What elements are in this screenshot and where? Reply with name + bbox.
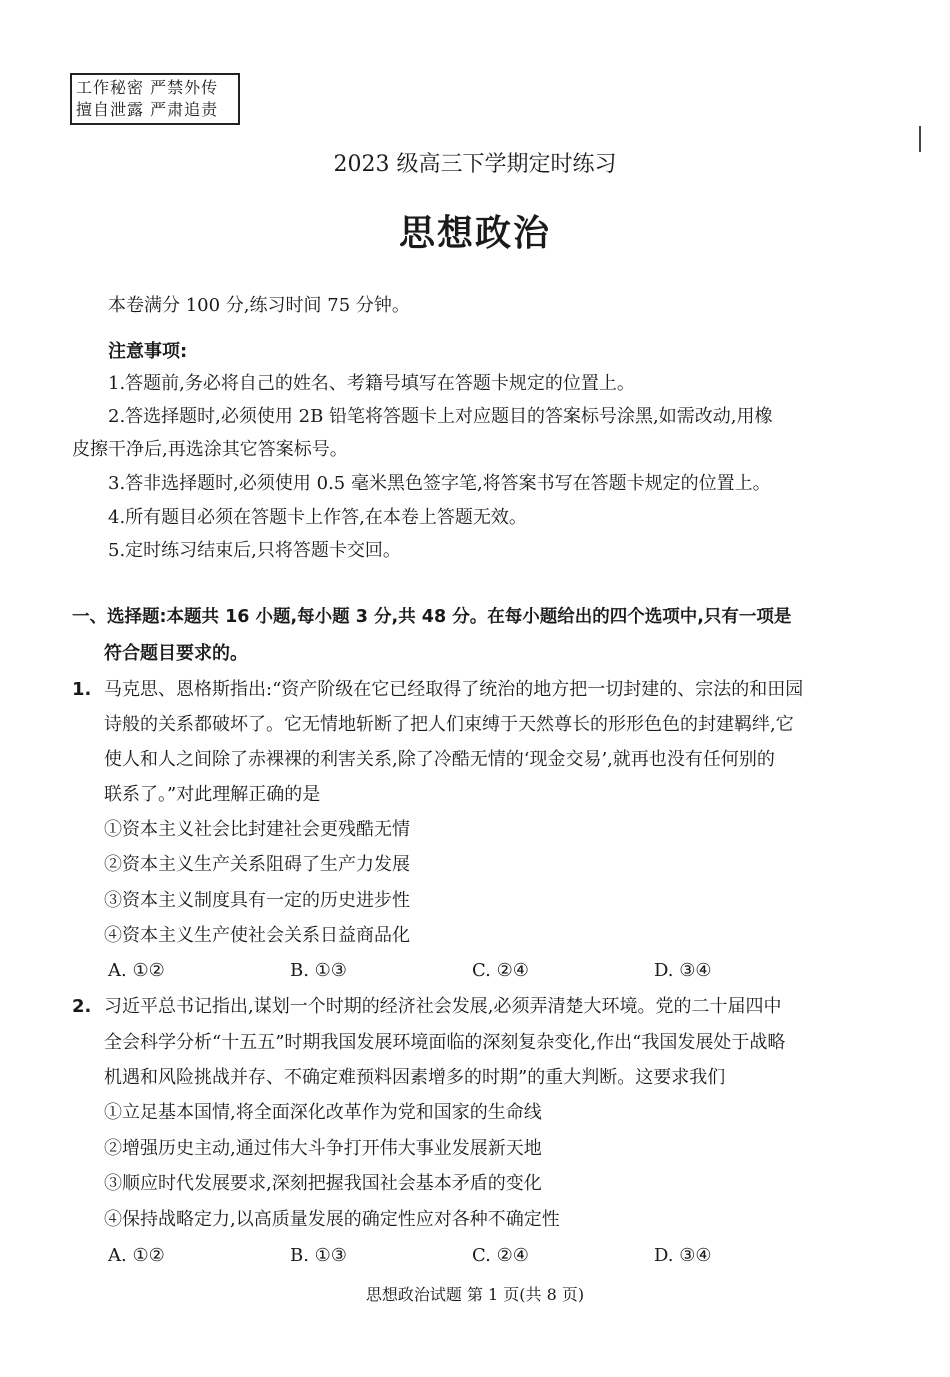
question-stem-line: 全会科学分析“十五五”时期我国发展环境面临的深刻复杂变化,作出“我国发展处于战略 (104, 1032, 786, 1053)
notice-item-continuation: 皮擦干净后,再选涂其它答案标号。 (72, 439, 348, 460)
option-b: B. ①③ (290, 1245, 347, 1266)
option-c: C. ②④ (472, 960, 529, 981)
option-c: C. ②④ (472, 1245, 529, 1266)
question-stem-line: 联系了。”对此理解正确的是 (104, 784, 321, 805)
intro-text: 本卷满分 100 分,练习时间 75 分钟。 (108, 295, 410, 316)
option-d: D. ③④ (654, 960, 712, 981)
notice-item: 2.答选择题时,必须使用 2B 铅笔将答题卡上对应题目的答案标号涂黑,如需改动,用橡 (108, 406, 773, 427)
option-a: A. ①② (108, 960, 165, 981)
notice-item: 5.定时练习结束后,只将答题卡交回。 (108, 540, 401, 561)
notice-item: 3.答非选择题时,必须使用 0.5 毫米黑色签字笔,将答案书写在答题卡规定的位置上。 (108, 473, 771, 494)
statement-item: ③资本主义制度具有一定的历史进步性 (104, 890, 410, 911)
statement-item: ④保持战略定力,以高质量发展的确定性应对各种不确定性 (104, 1209, 560, 1230)
notice-item: 4.所有题目必须在答题卡上作答,在本卷上答题无效。 (108, 507, 527, 528)
option-a: A. ①② (108, 1245, 165, 1266)
exam-subtitle: 2023 级高三下学期定时练习 (333, 152, 617, 177)
question-stem-line: 使人和人之间除了赤裸裸的利害关系,除了冷酷无情的‘现金交易’,就再也没有任何别的 (104, 749, 775, 770)
statement-item: ②资本主义生产关系阻碍了生产力发展 (104, 854, 410, 875)
exam-title: 思想政治 (398, 213, 551, 254)
question-number: 1. (72, 679, 92, 700)
confidential-stamp (70, 73, 240, 125)
question-number: 2. (72, 996, 92, 1017)
statement-item: ④资本主义生产使社会关系日益商品化 (104, 925, 410, 946)
section-heading-continuation: 符合题目要求的。 (104, 643, 248, 664)
question-stem-line: 机遇和风险挑战并存、不确定难预料因素增多的时期”的重大判断。这要求我们 (104, 1067, 726, 1088)
notice-item: 1.答题前,务必将自己的姓名、考籍号填写在答题卡规定的位置上。 (108, 373, 635, 394)
option-b: B. ①③ (290, 960, 347, 981)
section-heading: 一、选择题:本题共 16 小题,每小题 3 分,共 48 分。在每小题给出的四个选项中,只有一项是 (72, 607, 792, 627)
statement-item: ③顺应时代发展要求,深刻把握我国社会基本矛盾的变化 (104, 1173, 542, 1194)
scan-edge-mark (919, 126, 921, 152)
question-stem-line: 诗般的关系都破坏了。它无情地斩断了把人们束缚于天然尊长的形形色色的封建羁绊,它 (104, 714, 794, 735)
notice-heading: 注意事项: (108, 341, 188, 362)
statement-item: ①资本主义社会比封建社会更残酷无情 (104, 819, 410, 840)
question-stem-line: 马克思、恩格斯指出:“资产阶级在它已经取得了统治的地方把一切封建的、宗法的和田园 (104, 679, 804, 700)
statement-item: ①立足基本国情,将全面深化改革作为党和国家的生命线 (104, 1102, 542, 1123)
stamp-line-2: 擅自泄露 严肃追责 (76, 100, 219, 119)
statement-item: ②增强历史主动,通过伟大斗争打开伟大事业发展新天地 (104, 1138, 542, 1159)
page-footer: 思想政治试题 第 1 页(共 8 页) (365, 1285, 585, 1304)
question-stem-line: 习近平总书记指出,谋划一个时期的经济社会发展,必须弄清楚大环境。党的二十届四中 (104, 996, 782, 1017)
stamp-line-1: 工作秘密 严禁外传 (76, 78, 219, 97)
option-d: D. ③④ (654, 1245, 712, 1266)
